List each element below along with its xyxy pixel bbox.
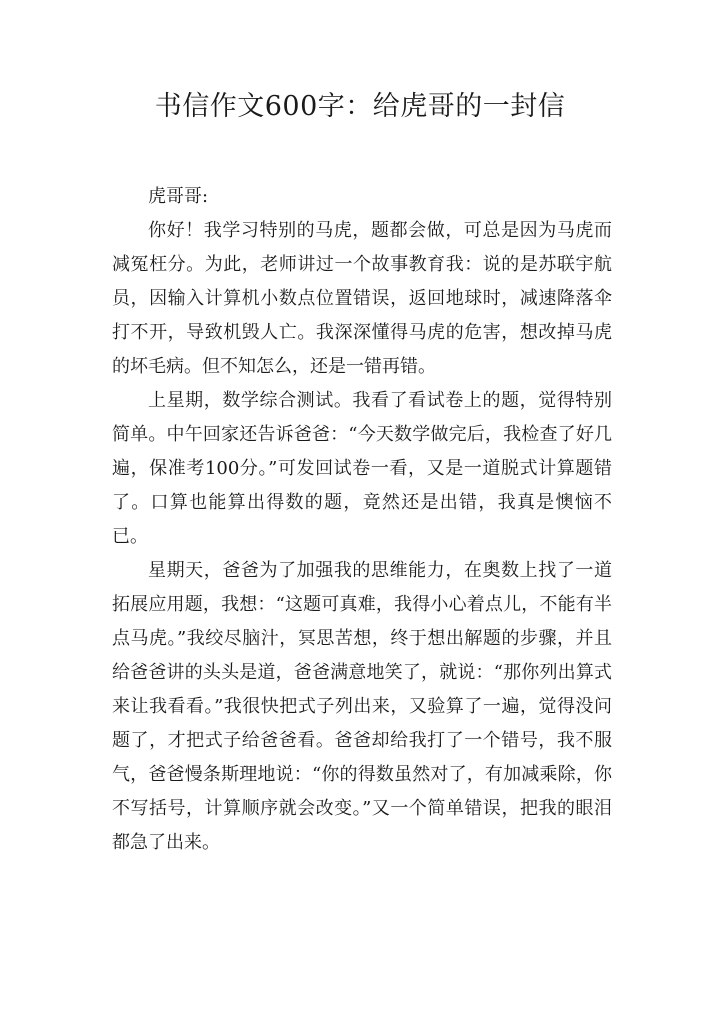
paragraph-1: 你好！我学习特别的马虎，题都会做，可总是因为马虎而减冤枉分。为此，老师讲过一个故事教育我：说的是苏联宇航员，因输入计算机小数点位置错误，返回地球时，减速降落伞打不开，导致机毁人亡。我深深懂得马虎的危害，想改掉马虎的坏毛病。但不知怎么，还是一错再错。 — [112, 220, 612, 377]
paragraph-2: 上星期，数学综合测试。我看了看试卷上的题，觉得特别简单。中午回家还告诉爸爸：“今天数学做完后，我检查了好几遍，保准考100分。”可发回试卷一看，又是一道脱式计算题错了。口算也能算出得数的题，竟然还是出错，我真是懊恼不已。 — [112, 390, 612, 547]
document-title: 书信作文600字：给虎哥的一封信 — [154, 91, 566, 122]
letter-salutation: 虎哥哥: — [148, 186, 209, 207]
letter-body — [112, 180, 612, 860]
paragraph-3: 星期天，爸爸为了加强我的思维能力，在奥数上找了一道拓展应用题，我想：“这题可真难，我得小心着点儿，不能有半点马虎。”我绞尽脑汁，冥思苦想，终于想出解题的步骤，并且给爸爸讲的头头是道，爸爸满意地笑了，就说：“那你列出算式来让我看看。”我很快把式子列出来，又验算了一遍，觉得没问题了，才把式子给爸爸看。爸爸却给我打了一个错号，我不服气，爸爸慢条斯理地说：“你的得数虽然对了，有加减乘除，你不写括号，计算顺序就会改变。”又一个简单错误，把我的眼泪都急了出来。 — [112, 560, 612, 853]
